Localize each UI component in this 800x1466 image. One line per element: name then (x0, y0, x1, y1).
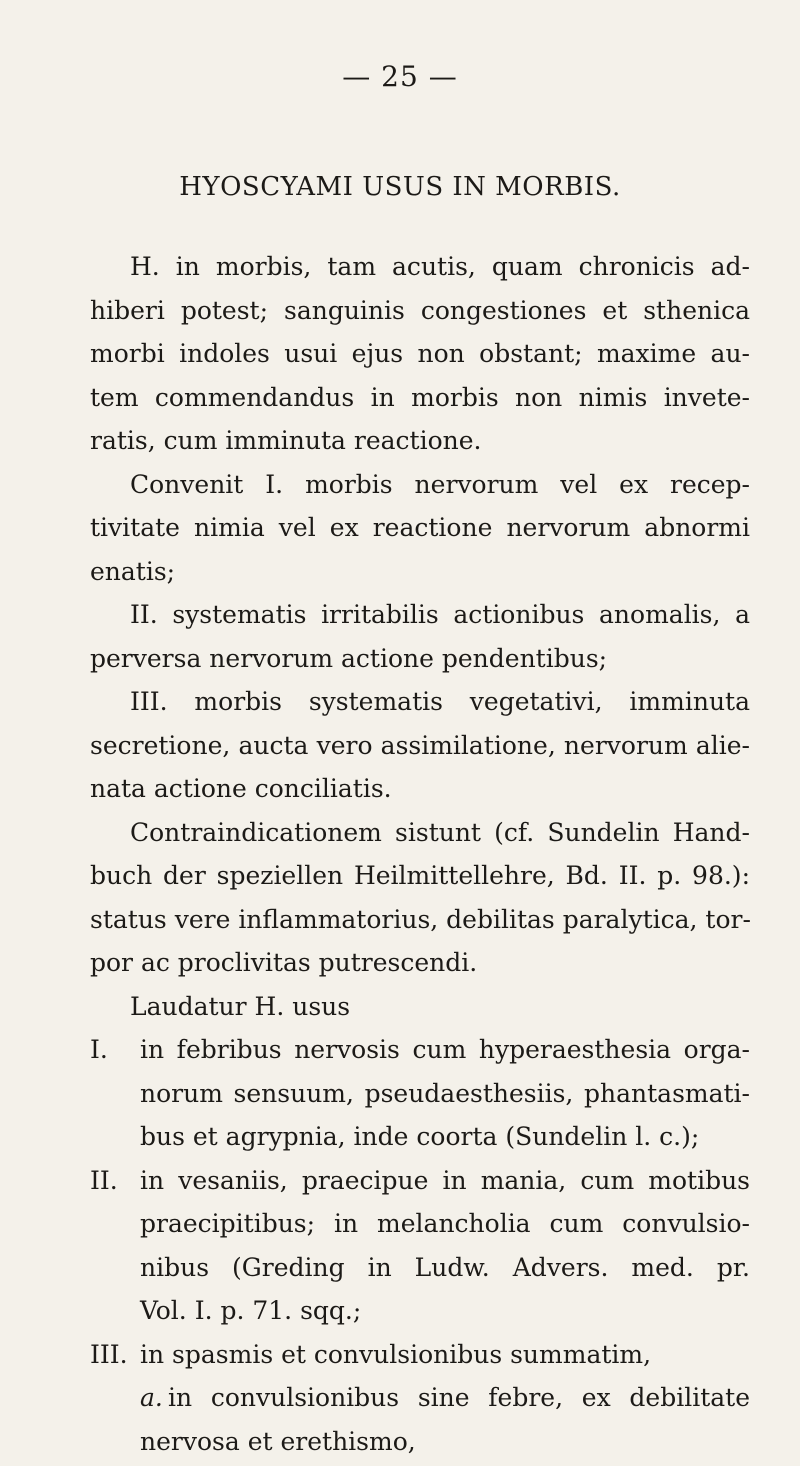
list-item-number: I. (90, 1035, 108, 1064)
list-item-number: II. (90, 1165, 118, 1195)
text-line: in vesaniis, praecipue in mania, cum motibus (140, 1165, 750, 1195)
text-line: H. in morbis, tam acutis, quam chronicis ad- (130, 252, 750, 281)
text-line: status vere inflammatorius, debilitas paralytica, tor- (90, 904, 751, 934)
text-line: tivitate nimia vel ex reactione nervorum abnormi (90, 513, 750, 542)
text-line: praecipitibus; in melancholia cum convulsio- (140, 1209, 750, 1238)
list-item (90, 1333, 750, 1464)
list-item (90, 1028, 750, 1159)
text-line: III. morbis systematis vegetativi, imminuta (130, 687, 750, 716)
text-line: nibus (Greding in Ludw. Advers. med. pr. (140, 1252, 750, 1282)
text-line: tem commendandus in morbis non nimis invete- (90, 382, 750, 412)
section-heading: HYOSCYAMI USUS IN MORBIS. (179, 172, 621, 202)
sub-list-item (90, 1376, 750, 1463)
text-line: hiberi potest; sanguinis congestiones et sthenica (90, 295, 750, 325)
text-line: ratis, cum imminuta reactione. (90, 426, 482, 455)
page-number: — 25 — (342, 60, 458, 93)
text-line: Contraindicationem sistunt (cf. Sundelin Hand- (130, 817, 750, 847)
text-line: perversa nervorum actione pendentibus; (90, 643, 608, 673)
list-item (90, 1159, 750, 1333)
text-line: buch der speziellen Heilmittellehre, Bd. II. p. 98.): (90, 861, 750, 890)
text-line: Laudatur H. usus (130, 991, 351, 1021)
text-line: secretione, aucta vero assimilatione, nervorum alie- (90, 730, 750, 760)
text-line: in febribus nervosis cum hyperaesthesia orga- (140, 1035, 750, 1064)
text-line: norum sensuum, pseudaesthesiis, phantasmati- (140, 1078, 750, 1108)
body-text (90, 245, 750, 1463)
text-line: nata actione conciliatis. (90, 774, 392, 803)
text-line: enatis; (90, 556, 176, 586)
text-line: Convenit I. morbis nervorum vel ex recep- (130, 469, 750, 499)
text-line: bus et agrypnia, inde coorta (Sundelin l. c.); (140, 1122, 700, 1151)
text-line: por ac proclivitas putrescendi. (90, 948, 478, 977)
text-line: Vol. I. p. 71. sqq.; (140, 1296, 362, 1325)
text-line: II. systematis irritabilis actionibus anomalis, a (130, 600, 750, 629)
text-line: nervosa et erethismo, (140, 1426, 416, 1456)
text-line: morbi indoles usui ejus non obstant; maxime au- (90, 339, 750, 368)
list-item-number: III. (90, 1339, 128, 1369)
text-line: in convulsionibus sine febre, ex debilitate (168, 1383, 750, 1412)
text-line: in spasmis et convulsionibus summatim, (140, 1339, 652, 1369)
sub-list-item-number: a. (140, 1383, 163, 1412)
